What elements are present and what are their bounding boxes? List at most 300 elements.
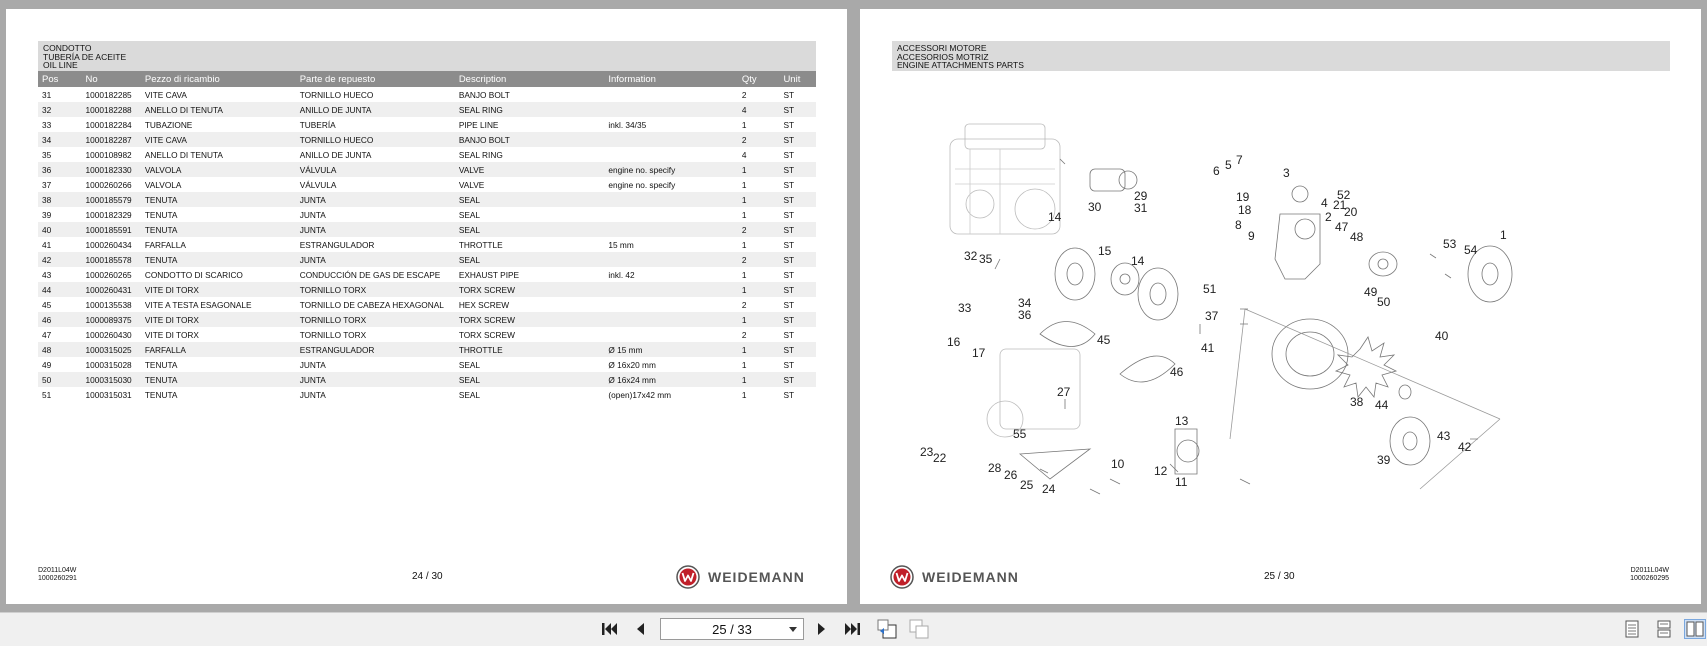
table-cell: 1 xyxy=(741,359,747,370)
table-cell: 4 xyxy=(741,149,747,160)
brand-name: WEIDEMANN xyxy=(922,569,1019,585)
table-cell: ST xyxy=(783,119,795,130)
header-line: ACCESSORI MOTORE xyxy=(897,43,987,53)
table-cell: 1000185578 xyxy=(82,252,141,267)
go-back-icon xyxy=(876,619,898,639)
callout-label: 29 xyxy=(1134,189,1148,203)
table-cell xyxy=(604,87,737,102)
table-cell: 1 xyxy=(741,239,747,250)
table-cell: JUNTA xyxy=(296,192,455,207)
section-header xyxy=(892,41,1670,71)
table-cell: ST xyxy=(779,192,816,207)
table-row xyxy=(38,387,816,402)
table-cell xyxy=(604,222,737,237)
exploded-parts-diagram xyxy=(920,109,1660,549)
callout-label: 40 xyxy=(1435,329,1449,343)
table-cell: 1000182287 xyxy=(82,132,141,147)
table-cell: JUNTA xyxy=(296,372,455,387)
callout-label: 16 xyxy=(947,335,961,349)
callout-label: 36 xyxy=(1018,308,1032,322)
table-cell: TENUTA xyxy=(144,359,178,370)
table-cell: VALVOLA xyxy=(144,179,182,190)
table-cell: 1 xyxy=(741,269,747,280)
header-line: TUBERÍA DE ACEITE xyxy=(43,51,127,62)
table-cell: ST xyxy=(779,372,816,387)
weidemann-logo-icon xyxy=(890,565,914,589)
header-line: ACCESORIOS MOTRIZ xyxy=(897,51,989,62)
table-row xyxy=(38,267,816,282)
engine-drawing xyxy=(950,124,1060,234)
callout-label: 20 xyxy=(1344,205,1358,219)
page-indicator: 25 / 33 xyxy=(712,621,752,637)
table-cell: 41 xyxy=(42,239,52,250)
table-row xyxy=(38,192,816,207)
table-cell: 50 xyxy=(38,372,82,387)
column-header: Description xyxy=(455,71,605,87)
table-row xyxy=(38,147,816,162)
table-cell: 45 xyxy=(42,299,52,310)
callout-label: 37 xyxy=(1205,309,1219,323)
callout-label: 10 xyxy=(1111,457,1125,471)
table-cell: 1000315031 xyxy=(85,389,132,400)
table-cell xyxy=(604,102,737,117)
callout-label: 2 xyxy=(1325,210,1332,224)
table-cell: TORX SCREW xyxy=(455,312,605,327)
table-cell: VITE CAVA xyxy=(144,89,187,100)
table-cell: 1 xyxy=(738,342,780,357)
callout-label: 14 xyxy=(1131,254,1145,268)
column-header: Pezzo di ricambio xyxy=(141,71,296,87)
pulley-14-drawing xyxy=(1055,248,1095,300)
callout-label: 46 xyxy=(1170,365,1184,379)
page-number: 25 / 30 xyxy=(1264,571,1295,582)
pulley-39-drawing xyxy=(1390,417,1430,465)
table-cell: TORNILLO TORX xyxy=(296,312,455,327)
table-cell: ESTRANGULADOR xyxy=(299,239,375,250)
table-cell: ST xyxy=(783,89,795,100)
footer-model: D2011L04W xyxy=(1630,567,1669,574)
table-row xyxy=(38,117,816,132)
table-cell: SEAL xyxy=(458,389,481,400)
callout-label: 8 xyxy=(1235,218,1242,232)
table-cell: 31 xyxy=(42,89,52,100)
table-cell: 1000182329 xyxy=(85,209,132,220)
table-row xyxy=(38,132,816,147)
first-page-icon xyxy=(601,621,619,637)
table-row xyxy=(38,297,816,312)
table-cell: 2 xyxy=(738,132,780,147)
single-page-view-button[interactable] xyxy=(1622,619,1642,639)
page-selector[interactable] xyxy=(660,618,804,640)
table-cell: ST xyxy=(783,389,795,400)
table-cell: Ø 16x20 mm xyxy=(608,359,656,370)
table-cell: inkl. 42 xyxy=(608,269,635,280)
table-row xyxy=(38,327,816,342)
table-cell: FARFALLA xyxy=(141,342,296,357)
table-cell: 1000182285 xyxy=(85,89,132,100)
table-cell: ST xyxy=(783,359,795,370)
table-cell xyxy=(604,327,737,342)
table-cell: 1 xyxy=(738,162,780,177)
table-cell: JUNTA xyxy=(296,252,455,267)
table-cell: 1000260434 xyxy=(85,239,132,250)
table-cell: 1 xyxy=(741,389,747,400)
table-cell: TENUTA xyxy=(141,222,296,237)
table-cell: SEAL xyxy=(455,192,605,207)
header-line: ENGINE ATTACHMENTS PARTS xyxy=(897,60,1024,70)
table-cell: 1000182284 xyxy=(85,119,132,130)
table-cell: 2 xyxy=(738,222,780,237)
table-cell: engine no. specify xyxy=(608,179,676,190)
table-cell: BANJO BOLT xyxy=(458,89,510,100)
callout-label: 51 xyxy=(1203,282,1217,296)
table-cell: ST xyxy=(783,239,795,250)
table-cell: ANELLO DI TENUTA xyxy=(144,149,223,160)
callout-label: 39 xyxy=(1377,453,1391,467)
table-cell: inkl. 34/35 xyxy=(608,119,647,130)
table-cell: 1000135538 xyxy=(85,299,132,310)
table-cell: SEAL xyxy=(455,372,605,387)
table-cell: ST xyxy=(779,102,816,117)
weidemann-logo xyxy=(890,565,1019,589)
parts-table-body xyxy=(38,87,816,402)
table-cell: Ø 16x24 mm xyxy=(604,372,737,387)
table-cell: TORNILLO HUECO xyxy=(296,132,455,147)
table-cell: (open)17x42 mm xyxy=(608,389,672,400)
table-cell: TENUTA xyxy=(141,252,296,267)
table-cell: 1000315030 xyxy=(82,372,141,387)
callout-label: 50 xyxy=(1377,295,1391,309)
section-header xyxy=(38,41,816,71)
table-cell: 2 xyxy=(738,252,780,267)
callout-label: 34 xyxy=(1018,296,1032,310)
table-cell: 49 xyxy=(42,359,52,370)
callout-label: 42 xyxy=(1458,440,1472,454)
table-cell: 35 xyxy=(42,149,52,160)
table-cell: SEAL xyxy=(458,359,481,370)
table-cell: THROTTLE xyxy=(458,239,503,250)
table-cell: ANELLO DI TENUTA xyxy=(141,102,296,117)
table-cell: JUNTA xyxy=(299,209,326,220)
table-cell: 1000315028 xyxy=(85,359,132,370)
table-cell: VITE DI TORX xyxy=(141,282,296,297)
footer-doc-number: 1000260291 xyxy=(38,575,77,582)
column-header: Unit xyxy=(779,71,816,87)
header-line: OIL LINE xyxy=(43,60,78,70)
table-cell: JUNTA xyxy=(299,359,326,370)
footer-model-info xyxy=(38,567,77,583)
callout-label: 53 xyxy=(1443,237,1457,251)
table-cell: VALVE xyxy=(455,162,605,177)
table-cell: SEAL RING xyxy=(455,102,605,117)
callout-label: 54 xyxy=(1464,243,1478,257)
table-cell: 1 xyxy=(741,209,747,220)
callout-label: 22 xyxy=(933,451,947,465)
table-cell: BANJO BOLT xyxy=(455,132,605,147)
table-cell: ST xyxy=(783,299,795,310)
table-cell: VÁLVULA xyxy=(299,179,337,190)
callout-label: 47 xyxy=(1335,220,1349,234)
table-cell: PIPE LINE xyxy=(458,119,499,130)
table-cell: FARFALLA xyxy=(144,239,186,250)
table-header-row xyxy=(38,71,816,87)
table-row xyxy=(38,342,816,357)
last-page-icon xyxy=(843,621,861,637)
table-cell xyxy=(604,312,737,327)
table-cell: 44 xyxy=(38,282,82,297)
continuous-view-icon xyxy=(1656,620,1672,638)
table-cell: 1000182330 xyxy=(82,162,141,177)
table-cell: SEAL xyxy=(458,209,481,220)
callout-label: 1 xyxy=(1500,228,1507,242)
table-cell: SEAL xyxy=(455,222,605,237)
table-cell: 42 xyxy=(38,252,82,267)
callout-label: 7 xyxy=(1236,153,1243,167)
go-forward-icon xyxy=(908,619,930,639)
table-cell: 46 xyxy=(38,312,82,327)
callout-label: 13 xyxy=(1175,414,1189,428)
v-belt-45-drawing xyxy=(1040,322,1095,347)
callout-label: 33 xyxy=(958,301,972,315)
table-cell: 37 xyxy=(42,179,52,190)
table-row xyxy=(38,357,816,372)
spacer-44-drawing xyxy=(1399,385,1411,399)
table-cell: VALVE xyxy=(458,179,485,190)
table-cell: TUBAZIONE xyxy=(144,119,193,130)
first-page-button[interactable] xyxy=(600,619,620,639)
next-page-button[interactable] xyxy=(814,619,830,639)
table-cell: TORNILLO HUECO xyxy=(299,89,374,100)
table-cell xyxy=(604,147,737,162)
table-cell: VALVOLA xyxy=(141,162,296,177)
table-cell: 51 xyxy=(42,389,52,400)
table-cell: 1 xyxy=(738,312,780,327)
housing-drawing xyxy=(1275,186,1320,279)
table-cell: TUBERÍA xyxy=(299,119,336,130)
callout-label: 12 xyxy=(1154,464,1168,478)
v-belt-46-drawing xyxy=(1120,356,1175,382)
table-cell: VÁLVULA xyxy=(296,162,455,177)
table-row xyxy=(38,177,816,192)
table-cell: 2 xyxy=(741,329,747,340)
table-cell: ANILLO DE JUNTA xyxy=(299,149,372,160)
table-cell: CONDUCCIÓN DE GAS DE ESCAPE xyxy=(299,269,441,280)
table-row xyxy=(38,237,816,252)
callout-label: 11 xyxy=(1175,475,1188,489)
callout-label: 4 xyxy=(1321,196,1328,210)
table-cell: 2 xyxy=(741,299,747,310)
callout-label: 21 xyxy=(1333,198,1347,212)
table-cell: 33 xyxy=(42,119,52,130)
callout-label: 30 xyxy=(1088,200,1102,214)
callout-label: 3 xyxy=(1283,166,1290,180)
footer-model: D2011L04W xyxy=(38,567,77,574)
table-cell: 48 xyxy=(38,342,82,357)
callout-label: 9 xyxy=(1248,229,1255,243)
table-row xyxy=(38,252,816,267)
table-cell: 1 xyxy=(741,119,747,130)
callout-label: 49 xyxy=(1364,285,1378,299)
table-cell: 1000089375 xyxy=(82,312,141,327)
table-row xyxy=(38,312,816,327)
callout-label: 55 xyxy=(1013,427,1027,441)
column-header: No xyxy=(82,71,141,87)
table-cell: CONDOTTO DI SCARICO xyxy=(144,269,243,280)
table-cell: ST xyxy=(779,222,816,237)
prev-page-icon xyxy=(634,621,646,637)
callout-label: 24 xyxy=(1042,482,1056,496)
water-pump-drawing xyxy=(1369,252,1397,276)
table-row xyxy=(38,282,816,297)
table-cell: 40 xyxy=(38,222,82,237)
continuous-view-button[interactable] xyxy=(1654,619,1674,639)
table-cell: TORX SCREW xyxy=(455,282,605,297)
table-row xyxy=(38,87,816,102)
table-cell: 1 xyxy=(738,372,780,387)
table-cell: VITE A TESTA ESAGONALE xyxy=(144,299,252,310)
footer-model-info xyxy=(1630,567,1669,583)
callout-label: 23 xyxy=(920,445,934,459)
table-cell: 1000108982 xyxy=(85,149,132,160)
callout-label: 31 xyxy=(1134,201,1148,215)
table-cell: 15 mm xyxy=(608,239,634,250)
table-cell: TORNILLO TORX xyxy=(296,282,455,297)
column-header: Pos xyxy=(38,71,82,87)
bracket-55-drawing xyxy=(1020,449,1090,479)
next-page-icon xyxy=(816,621,828,637)
callout-label: 17 xyxy=(972,346,986,360)
table-cell xyxy=(604,132,737,147)
two-page-view-button[interactable] xyxy=(1684,619,1706,639)
table-row xyxy=(38,207,816,222)
table-cell: 32 xyxy=(38,102,82,117)
table-cell: TORX SCREW xyxy=(458,329,515,340)
tensioner-10-drawing xyxy=(1175,429,1199,474)
table-cell: VITE DI TORX xyxy=(144,329,199,340)
table-cell: ST xyxy=(779,252,816,267)
go-back-button[interactable] xyxy=(876,619,898,639)
table-cell: 1000260430 xyxy=(85,329,132,340)
table-cell xyxy=(604,192,737,207)
weidemann-logo xyxy=(676,565,805,589)
table-cell: 43 xyxy=(42,269,52,280)
table-cell: SEAL RING xyxy=(458,149,503,160)
table-cell: JUNTA xyxy=(296,222,455,237)
table-cell: VITE DI TORX xyxy=(141,312,296,327)
callout-label: 32 xyxy=(964,249,978,263)
table-cell xyxy=(604,207,737,222)
right-page xyxy=(860,9,1701,604)
footer-doc-number: 1000260295 xyxy=(1630,575,1669,582)
weidemann-logo-icon xyxy=(676,565,700,589)
table-row xyxy=(38,102,816,117)
table-cell: 1000182288 xyxy=(82,102,141,117)
callout-label: 18 xyxy=(1238,203,1252,217)
alternator-drawing xyxy=(1230,309,1500,489)
header-line: CONDOTTO xyxy=(43,43,92,53)
table-cell: ST xyxy=(783,329,795,340)
table-cell: 1 xyxy=(738,282,780,297)
table-cell: 1000260265 xyxy=(85,269,132,280)
table-cell: engine no. specify xyxy=(604,162,737,177)
table-cell: JUNTA xyxy=(299,389,326,400)
table-cell: 39 xyxy=(42,209,52,220)
callout-label: 28 xyxy=(988,461,1002,475)
callout-label: 27 xyxy=(1057,385,1071,399)
two-page-view-icon xyxy=(1686,621,1704,637)
table-cell: 1000315025 xyxy=(82,342,141,357)
callout-label: 14 xyxy=(1048,210,1062,224)
table-cell: 1000260431 xyxy=(82,282,141,297)
viewer-toolbar xyxy=(0,612,1707,646)
table-row xyxy=(38,372,816,387)
table-cell: 1000185579 xyxy=(82,192,141,207)
table-cell: 38 xyxy=(38,192,82,207)
table-cell: ST xyxy=(779,342,816,357)
last-page-button[interactable] xyxy=(842,619,862,639)
table-cell: ST xyxy=(779,282,816,297)
table-row xyxy=(38,162,816,177)
table-cell: ANILLO DE JUNTA xyxy=(296,102,455,117)
table-cell: VITE CAVA xyxy=(141,132,296,147)
table-cell: TORNILLO TORX xyxy=(299,329,367,340)
table-cell: ST xyxy=(783,149,795,160)
column-header: Qty xyxy=(738,71,780,87)
table-cell: TORNILLO DE CABEZA HEXAGONAL xyxy=(299,299,444,310)
table-cell: 34 xyxy=(38,132,82,147)
callout-label: 45 xyxy=(1097,333,1111,347)
callout-label: 19 xyxy=(1236,190,1250,204)
table-cell: SEAL xyxy=(455,252,605,267)
table-cell: TENUTA xyxy=(141,192,296,207)
callout-label: 43 xyxy=(1437,429,1451,443)
table-cell: 36 xyxy=(38,162,82,177)
column-header: Parte de repuesto xyxy=(296,71,455,87)
callout-label: 25 xyxy=(1020,478,1034,492)
table-cell: 47 xyxy=(42,329,52,340)
table-cell: ST xyxy=(779,162,816,177)
callout-label: 6 xyxy=(1213,164,1220,178)
table-cell: HEX SCREW xyxy=(458,299,510,310)
brand-name: WEIDEMANN xyxy=(708,569,805,585)
table-cell: 1 xyxy=(741,179,747,190)
page-number: 24 / 30 xyxy=(412,571,443,582)
table-row xyxy=(38,222,816,237)
go-forward-button[interactable] xyxy=(908,619,930,639)
table-cell: TENUTA xyxy=(141,372,296,387)
parts-table xyxy=(38,71,816,402)
callout-label: 41 xyxy=(1201,341,1215,355)
table-cell: ESTRANGULADOR xyxy=(296,342,455,357)
callout-label: 38 xyxy=(1350,395,1364,409)
table-cell: TENUTA xyxy=(144,389,178,400)
callout-label: 48 xyxy=(1350,230,1364,244)
previous-page-button[interactable] xyxy=(632,619,648,639)
column-header: Information xyxy=(604,71,737,87)
left-page xyxy=(6,9,847,604)
table-cell: 1000260266 xyxy=(85,179,132,190)
table-cell: Ø 15 mm xyxy=(604,342,737,357)
table-cell: 4 xyxy=(738,102,780,117)
table-cell: 1 xyxy=(738,192,780,207)
table-cell xyxy=(604,297,737,312)
table-cell: 1000185591 xyxy=(82,222,141,237)
callout-label: 44 xyxy=(1375,398,1389,412)
callout-label: 26 xyxy=(1004,468,1018,482)
callout-labels xyxy=(920,153,1507,496)
table-cell: 2 xyxy=(741,89,747,100)
pulley-14b-drawing xyxy=(1138,268,1178,320)
